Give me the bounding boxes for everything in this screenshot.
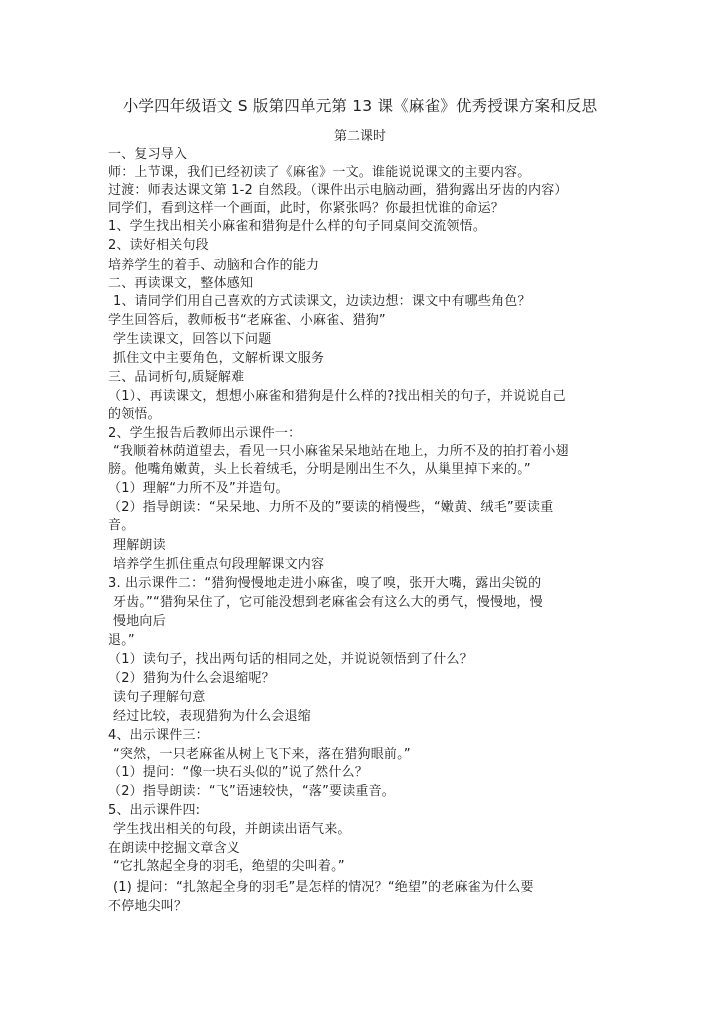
text-line: 师：上节课，我们已经初读了《麻雀》一文。谁能说说课文的主要内容。	[108, 165, 531, 180]
text-line: 理解朗读	[113, 538, 166, 553]
text-line: （2）指导朗读：“飞”语速较快，“落”要读重音。	[108, 784, 396, 799]
text-line: “我顺着林荫道望去，看见一只小麻雀呆呆地站在地上，力所不及的拍打着小翅	[113, 444, 569, 459]
text-line: 培养学生抓住重点句段理解课文内容	[113, 557, 325, 572]
text-line: “它扎煞起全身的羽毛，绝望的尖叫着。”	[113, 859, 345, 874]
text-line: 培养学生的着手、动脑和合作的能力	[108, 258, 320, 273]
text-line: 学生读课文，回答以下问题	[113, 332, 272, 347]
document-title: 小学四年级语文 S 版第四单元第 13 课《麻雀》优秀授课方案和反思	[122, 97, 598, 115]
text-line: 二、再读课文，整体感知	[108, 276, 254, 291]
text-line: 音。	[108, 518, 135, 533]
text-line: 读句子理解句意	[113, 690, 206, 705]
text-line: 抓住文中主要角色，文解析课文服务	[113, 351, 325, 366]
text-line: 的领悟。	[108, 407, 161, 422]
text-line: 2、读好相关句段	[108, 238, 209, 253]
text-line: （1）、再读课文，想想小麻雀和猎狗是什么样的?找出相关的句子，并说说自己	[108, 389, 566, 404]
text-line: 同学们，看到这样一个画面，此时，你紧张吗？你最担忧谁的命运？	[108, 201, 505, 216]
text-line: 不停地尖叫？	[108, 899, 188, 914]
text-line: （2）猎狗为什么会退缩呢？	[108, 671, 275, 686]
text-line: 5、出示课件四:	[108, 803, 201, 818]
text-line: （1）读句子，找出两句话的相同之处，并说说领悟到了什么？	[108, 652, 473, 667]
text-line: 学生回答后，教师板书“老麻雀、小麻雀、猎狗”	[108, 313, 386, 328]
text-line: 1、学生找出相关小麻雀和猎狗是什么样的句子同桌间交流领悟。	[108, 219, 487, 234]
text-line: 一、复习导入	[108, 147, 188, 162]
text-line: （1）提问：“像一块石头似的”说了然什么？	[108, 765, 368, 780]
text-line: 1、请同学们用自己喜欢的方式读课文，边读边想：课文中有哪些角色？	[113, 294, 531, 309]
text-line: 退。”	[108, 633, 135, 648]
text-line: 三、品词析句,质疑解难	[108, 370, 245, 385]
text-line: 牙齿。”“猎狗呆住了，它可能没想到老麻雀会有这么大的勇气，慢慢地，慢	[113, 595, 543, 610]
text-line: 慢地向后	[113, 614, 166, 629]
document-subtitle: 第二课时	[333, 129, 386, 144]
text-line: 学生找出相关的句段，并朗读出语气来。	[113, 822, 351, 837]
text-line: 3. 出示课件二：“猎狗慢慢地走进小麻雀，嗅了嗅，张开大嘴，露出尖锐的	[108, 576, 542, 591]
text-line: 4、出示课件三：	[108, 728, 209, 743]
text-line: (1) 提问：“扎煞起全身的羽毛”是怎样的情况？“绝望”的老麻雀为什么要	[113, 880, 534, 895]
text-line: （2）指导朗读：“呆呆地、力所不及的”要读的梢慢些，“嫩黄、绒毛”要读重	[108, 500, 554, 515]
text-line: “突然，一只老麻雀从树上飞下来，落在猎狗眼前。”	[113, 747, 411, 762]
text-line: （1）理解“力所不及”并造句。	[108, 481, 289, 496]
text-line: 经过比较，表现猎狗为什么会退缩	[113, 709, 312, 724]
text-line: 2、学生报告后教师出示课件一：	[108, 426, 302, 441]
text-line: 膀。他嘴角嫩黄，头上长着绒毛，分明是刚出生不久，从巢里掉下来的。”	[108, 462, 531, 477]
text-line: 过渡：师表达课文第 1-2 自然段。（课件出示电脑动画，猎狗露出牙齿的内容）	[108, 183, 568, 198]
text-line: 在朗读中挖掘文章含义	[108, 841, 241, 856]
